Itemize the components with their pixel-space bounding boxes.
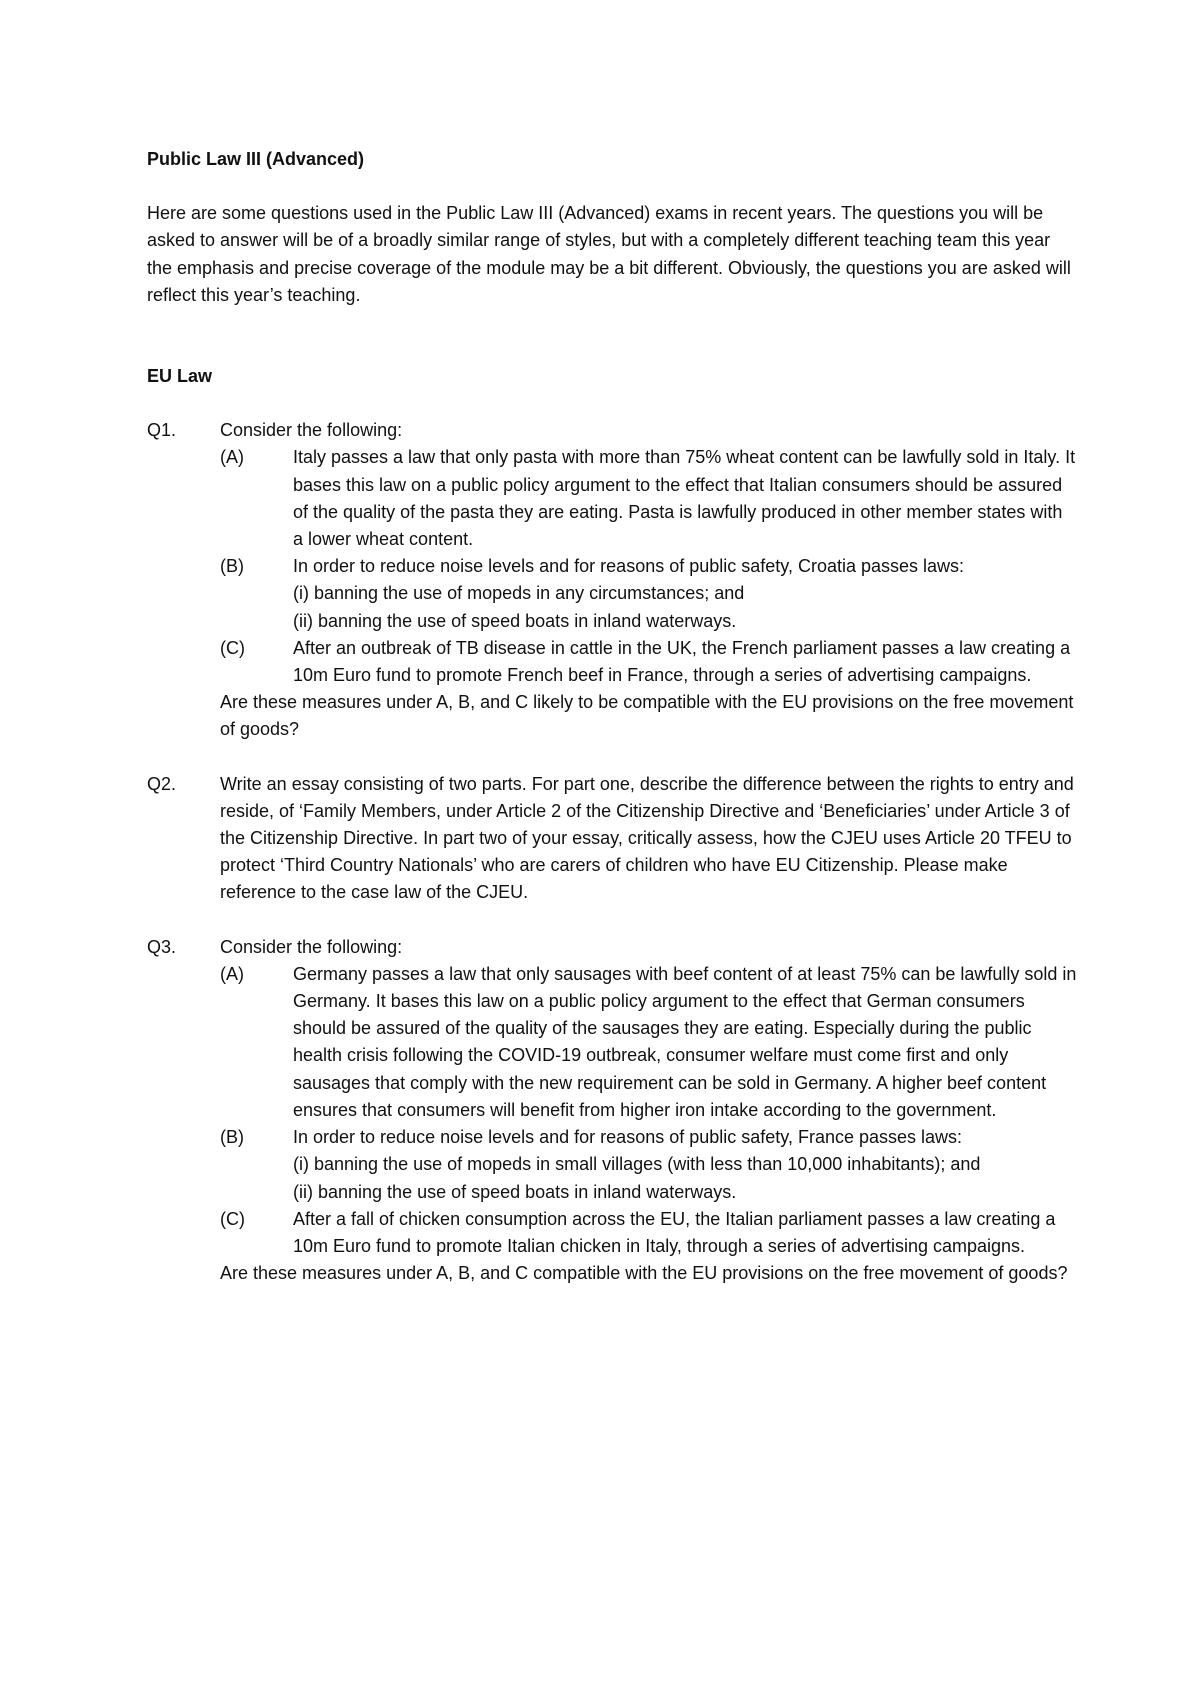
part-text <box>293 1124 1077 1206</box>
part-text-lead: In order to reduce noise levels and for reasons of public safety, France passes laws: <box>293 1127 963 1148</box>
question-part-b <box>220 1124 1077 1206</box>
sub-item-ii: (ii) banning the use of speed boats in inland waterways. <box>293 1181 737 1202</box>
sub-item-ii: (ii) banning the use of speed boats in inland waterways. <box>293 610 737 631</box>
question-part-a <box>220 444 1077 553</box>
part-text: After a fall of chicken consumption across the EU, the Italian parliament passes a law creating a 10m Euro fund to promote Italian chicken in Italy, through a series of advertising campaigns. <box>293 1208 1056 1256</box>
question-3 <box>147 934 1077 1288</box>
question-body <box>220 417 1077 743</box>
question-closing: Are these measures under A, B, and C compatible with the EU provisions on the free movement of goods? <box>220 1263 1068 1284</box>
part-label: (C) <box>220 637 245 658</box>
document-body <box>147 146 1077 1314</box>
part-label: (A) <box>220 447 244 468</box>
question-lead: Consider the following: <box>220 936 403 957</box>
question-body <box>220 934 1077 1288</box>
part-label: (B) <box>220 1127 244 1148</box>
part-text-lead: In order to reduce noise levels and for reasons of public safety, Croatia passes laws: <box>293 556 965 577</box>
question-1 <box>147 417 1077 743</box>
question-closing: Are these measures under A, B, and C likely to be compatible with the EU provisions on the free movement of goods? <box>220 692 1074 740</box>
part-text: Germany passes a law that only sausages with beef content of at least 75% can be lawfully sold in Germany. It bases this law on a public policy argument to the effect that German consumers should be assured of the quality of the sausages they are eating. Especially during the public health crisis following the COVID-19 outbreak, consumer welfare must come first and only sausages that comply with the new requirement can be sold in Germany. A higher beef content ensures that consumers will benefit from higher iron intake according to the government. <box>293 963 1077 1120</box>
question-2 <box>147 771 1077 907</box>
part-label: (C) <box>220 1208 245 1229</box>
sub-item-i: (i) banning the use of mopeds in any circumstances; and <box>293 583 745 604</box>
document-title: Public Law III (Advanced) <box>147 149 365 169</box>
question-part-c <box>220 635 1077 689</box>
question-text: Write an essay consisting of two parts. For part one, describe the difference between the rights to entry and reside, of ‘Family Members, under Article 2 of the Citizenship Directive and ‘Beneficiaries’ under Article 3 of the Citizenship Directive. In part two of your essay, critically assess, how the CJEU uses Article 20 TFEU to protect ‘Third Country Nationals’ who are carers of children who have EU Citizenship. Please make reference to the case law of the CJEU. <box>220 773 1074 903</box>
question-part-b <box>220 553 1077 635</box>
question-part-c <box>220 1206 1077 1260</box>
question-lead: Consider the following: <box>220 420 403 441</box>
question-body <box>220 771 1077 907</box>
question-number: Q3. <box>147 936 177 957</box>
section-heading-eu-law: EU Law <box>147 366 213 387</box>
intro-paragraph: Here are some questions used in the Public Law III (Advanced) exams in recent years. The questions you will be asked to answer will be of a broadly similar range of styles, but with a completely different teaching team this year the emphasis and precise coverage of the module may be a bit different. Obviously, the questions you are asked will reflect this year’s teaching. <box>147 203 1071 305</box>
sub-item-i: (i) banning the use of mopeds in small villages (with less than 10,000 inhabitants); and <box>293 1154 981 1175</box>
part-text <box>293 553 1077 635</box>
part-text: After an outbreak of TB disease in cattle in the UK, the French parliament passes a law creating a 10m Euro fund to promote French beef in France, through a series of advertising campaigns. <box>293 637 1071 686</box>
part-text: Italy passes a law that only pasta with more than 75% wheat content can be lawfully sold in Italy. It bases this law on a public policy argument to the effect that Italian consumers should be assured of the quality of the pasta they are eating. Pasta is lawfully produced in other member states with a lower wheat content. <box>293 447 1076 550</box>
question-part-a <box>220 961 1077 1124</box>
part-label: (A) <box>220 963 244 984</box>
part-label: (B) <box>220 556 244 577</box>
question-number: Q1. <box>147 420 177 441</box>
question-number: Q2. <box>147 773 177 794</box>
